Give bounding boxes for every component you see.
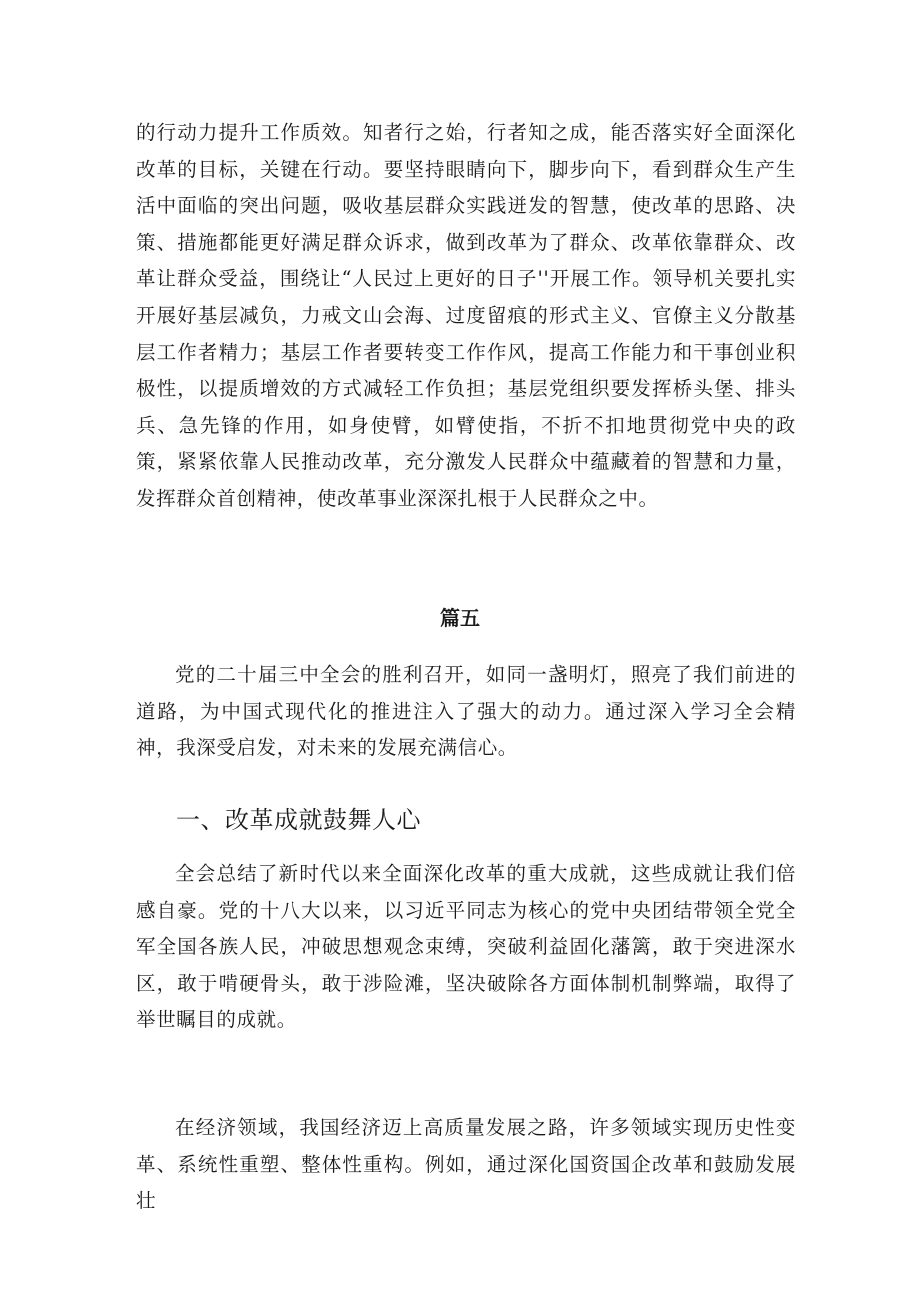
paragraph-achievements: 全会总结了新时代以来全面深化改革的重大成就，这些成就让我们倍感自豪。党的十八大以来，以习近平同志为核心的党中央团结带领全党全军全国各族人民，冲破思想观念束缚，突破利益固化藩篱，敢于突进深水区，敢于啃硬骨头，敢于涉险滩，坚决破除各方面体制机制弊端，取得了举世瞩目的成就。 bbox=[136, 862, 796, 1032]
section-title: 篇五 bbox=[440, 606, 480, 630]
paragraph-continuation: 的行动力提升工作质效。知者行之始，行者知之成，能否落实好全面深化改革的目标，关键在行动。要坚持眼睛向下，脚步向下，看到群众生产生活中面临的突出问题，吸收基层群众实践迸发的智慧，使改革的思路、决策、措施都能更好满足群众诉求，做到改革为了群众、改革依靠群众、改革让群众受益，围绕让“人民过上更好的日子''开展工作。领导机关要扎实开展好基层减负，力戒文山会海、过度留痕的形式主义、官僚主义分散基层工作者精力；基层工作者要转变工作作风，提高工作能力和干事创业积极性，以提质增效的方式减轻工作负担；基层党组织要发挥桥头堡、排头兵、急先锋的作用，如身使臂，如臂使指，不折不扣地贯彻党中央的政策，紧紧依靠人民推动改革，充分激发人民群众中蕴藏着的智慧和力量，发挥群众首创精神，使改革事业深深扎根于人民群众之中。 bbox=[136, 121, 796, 510]
paragraph-intro: 党的二十届三中全会的胜利召开，如同一盏明灯，照亮了我们前进的道路，为中国式现代化的推进注入了强大的动力。通过深入学习全会精神，我深受启发，对未来的发展充满信心。 bbox=[136, 663, 796, 760]
subsection-heading: 一、改革成就鼓舞人心 bbox=[176, 806, 421, 834]
paragraph-economy: 在经济领域，我国经济迈上高质量发展之路，许多领域实现历史性变革、系统性重塑、整体性重构。例如，通过深化国资国企改革和鼓励发展壮 bbox=[136, 1116, 796, 1213]
